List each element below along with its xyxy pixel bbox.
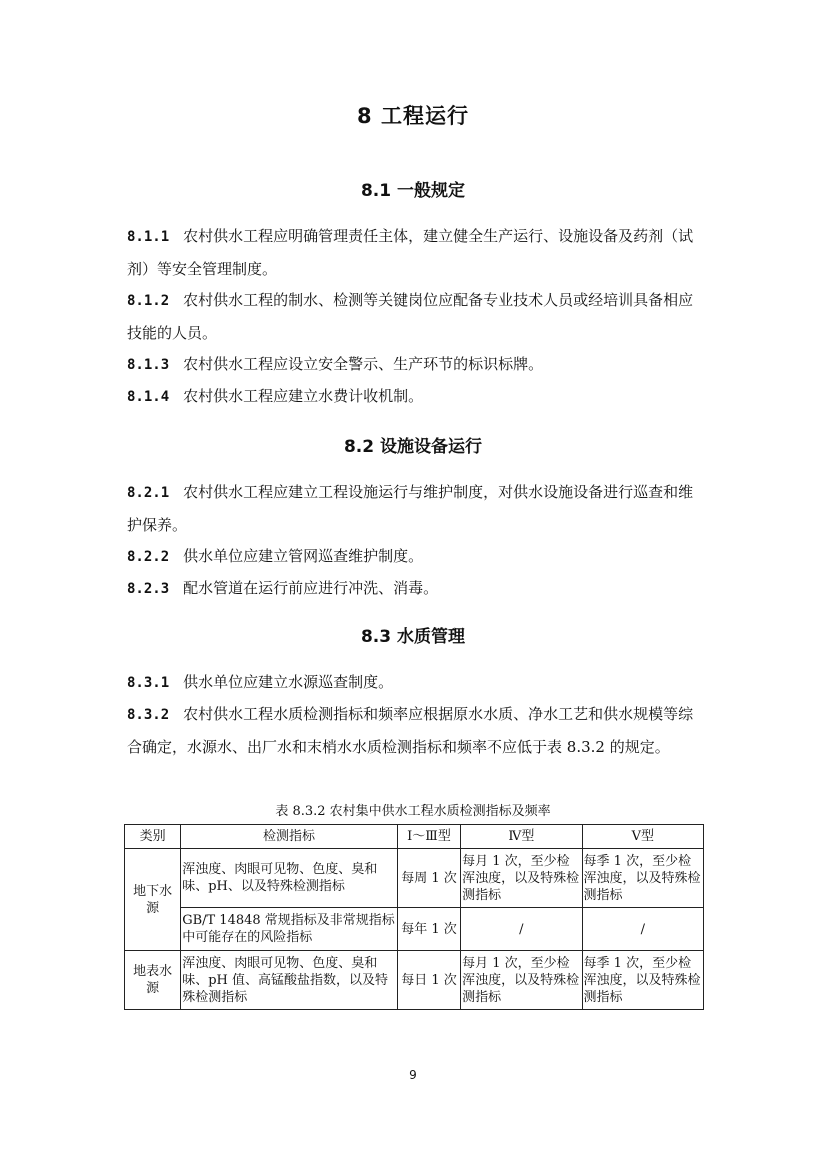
category-label: 地下水源 — [133, 883, 173, 916]
indicator-cell: 浑浊度、肉眼可见物、色度、臭和味、pH、以及特殊检测指标 — [181, 849, 398, 908]
clause-text: 农村供水工程应设立安全警示、生产环节的标识标牌。 — [183, 355, 544, 373]
clause-8-2-2 — [127, 540, 701, 573]
indicator-cell: GB/T 14848 常规指标及非常规指标中可能存在的风险指标 — [181, 908, 398, 951]
table-row — [125, 849, 704, 908]
clause-number: 8.1.1 — [127, 229, 170, 245]
clause-text: 农村供水工程的制水、检测等关键岗位应配备专业技术人员或经培训具备相应技能的人员。 — [127, 291, 694, 342]
freq-1-3-cell: 每年 1 次 — [397, 908, 460, 951]
table-row — [125, 908, 704, 951]
section-title-8-2: 8.2 设施设备运行 — [343, 437, 483, 457]
clause-number: 8.2.1 — [127, 485, 170, 501]
clause-text: 农村供水工程应明确管理责任主体，建立健全生产运行、设施设备及药剂（试剂）等安全管理制度。 — [127, 227, 694, 278]
clause-number: 8.1.2 — [127, 293, 170, 309]
freq-4-cell: / — [461, 908, 582, 951]
clause-8-1-4 — [127, 380, 701, 413]
clause-number: 8.1.3 — [127, 357, 170, 373]
clause-8-2-3 — [127, 572, 701, 605]
section-title-8-3: 8.3 水质管理 — [360, 627, 466, 647]
clause-text: 农村供水工程应建立水费计收机制。 — [183, 387, 424, 405]
clause-number: 8.2.2 — [127, 549, 170, 565]
freq-5-cell: 每季 1 次，至少检浑浊度，以及特殊检测指标 — [582, 951, 703, 1010]
clause-number: 8.1.4 — [127, 389, 170, 405]
table-row — [125, 951, 704, 1010]
clause-text: 农村供水工程应建立工程设施运行与维护制度，对供水设施设备进行巡查和维护保养。 — [127, 483, 694, 534]
page-number: 9 — [409, 1068, 417, 1082]
header-type-1-3: Ⅰ～Ⅲ型 — [397, 825, 460, 849]
freq-1-3-cell: 每日 1 次 — [397, 951, 460, 1010]
chapter-title: 8 工程运行 — [357, 104, 469, 128]
water-quality-table — [124, 824, 704, 1010]
clause-text: 供水单位应建立水源巡查制度。 — [183, 673, 394, 691]
header-category: 类别 — [125, 825, 181, 849]
clause-8-1-3 — [127, 348, 701, 381]
header-indicator: 检测指标 — [181, 825, 398, 849]
clause-text: 供水单位应建立管网巡查维护制度。 — [183, 547, 424, 565]
indicator-cell: 浑浊度、肉眼可见物、色度、臭和味、pH 值、高锰酸盐指数，以及特殊检测指标 — [181, 951, 398, 1010]
header-type-5: Ⅴ型 — [582, 825, 703, 849]
clause-number: 8.3.2 — [127, 707, 170, 723]
clause-text: 农村供水工程水质检测指标和频率应根据原水水质、净水工艺和供水规模等综合确定，水源水、出厂水和末梢水水质检测指标和频率不应低于表 8.3.2 的规定。 — [127, 705, 694, 756]
category-label: 地表水源 — [133, 964, 173, 996]
category-cell — [125, 951, 181, 1010]
freq-4-cell: 每月 1 次，至少检浑浊度，以及特殊检测指标 — [461, 849, 582, 908]
clause-8-3-2 — [127, 698, 701, 763]
clause-8-1-1 — [127, 220, 701, 285]
category-cell — [125, 849, 181, 951]
clause-number: 8.2.3 — [127, 581, 170, 597]
freq-4-cell: 每月 1 次，至少检浑浊度，以及特殊检测指标 — [461, 951, 582, 1010]
clause-8-2-1 — [127, 476, 701, 541]
clause-text: 配水管道在运行前应进行冲洗、消毒。 — [183, 579, 439, 597]
clause-number: 8.3.1 — [127, 675, 170, 691]
clause-8-1-2 — [127, 284, 701, 349]
header-type-4: Ⅳ型 — [461, 825, 582, 849]
freq-1-3-cell: 每周 1 次 — [397, 849, 460, 908]
table-header-row — [125, 825, 704, 849]
clause-8-3-1 — [127, 666, 701, 699]
freq-5-cell: 每季 1 次，至少检浑浊度，以及特殊检测指标 — [582, 849, 703, 908]
table-caption: 表 8.3.2 农村集中供水工程水质检测指标及频率 — [275, 804, 551, 819]
section-title-8-1: 8.1 一般规定 — [360, 181, 466, 201]
freq-5-cell: / — [582, 908, 703, 951]
